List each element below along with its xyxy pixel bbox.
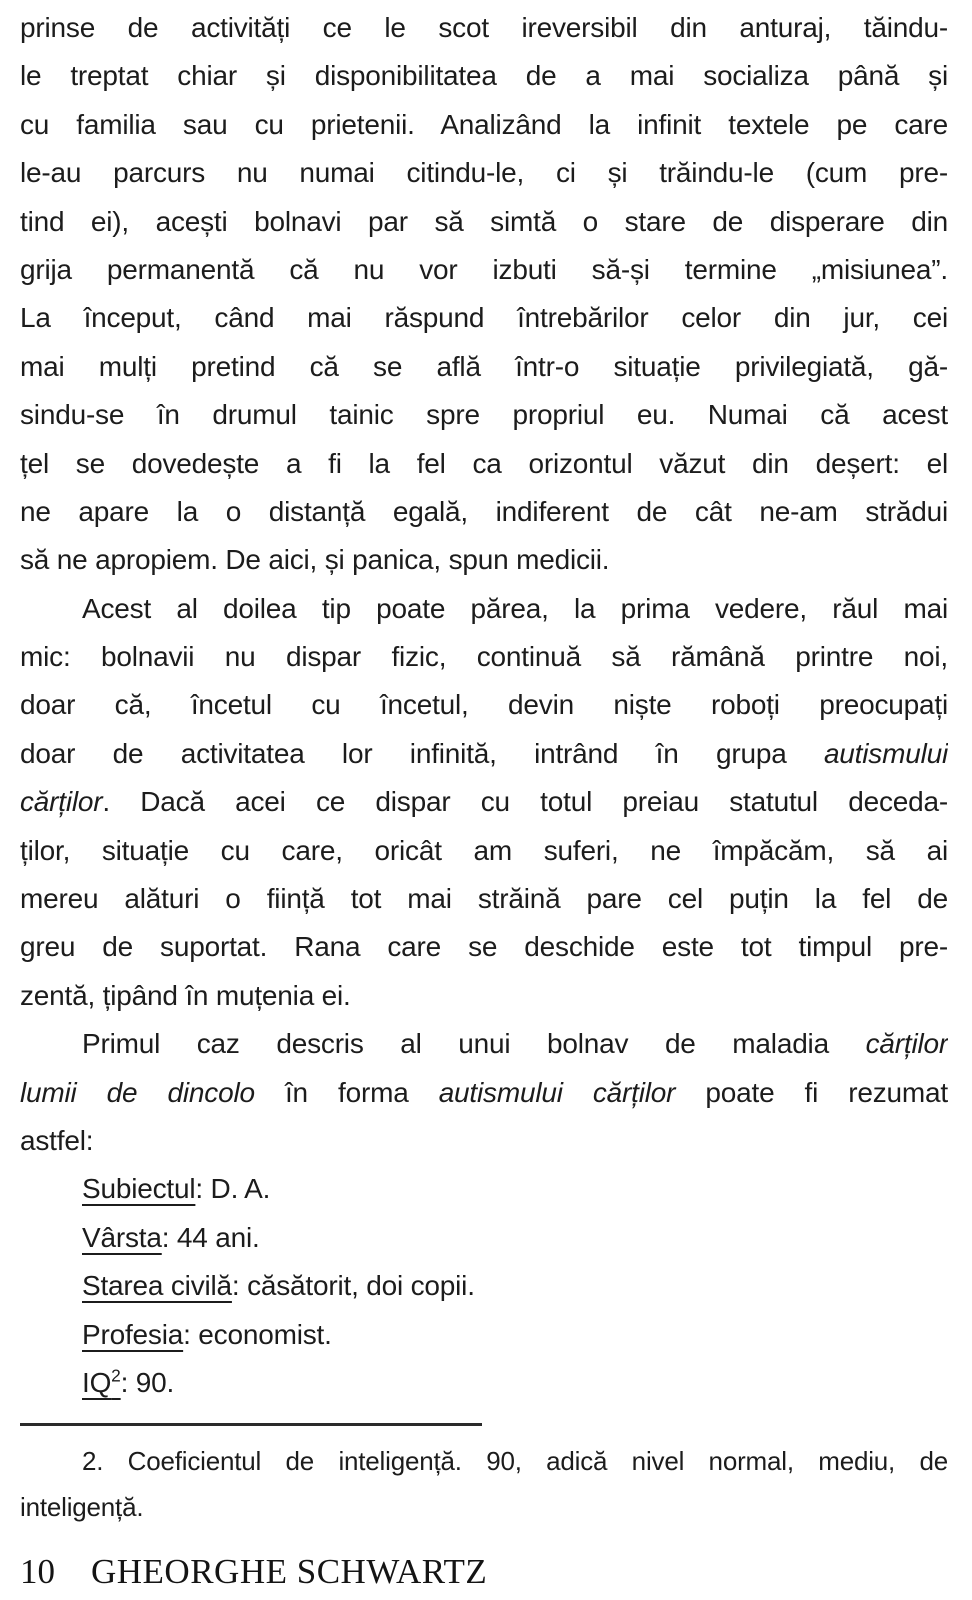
paragraph-1-line-7: La început, când mai răspund întrebărilor celor din jur, cei [20, 302, 948, 334]
underlined-term: Profesia [82, 1318, 184, 1350]
paragraph-1-line-4: le-au parcurs nu numai citindu-le, ci și trăindu-le (cum pre- [20, 157, 948, 189]
paragraph-1-line-8: mai mulți pretind că se află într-o situație privilegiată, gă- [20, 350, 948, 382]
paragraph-1-line-6: grija permanentă că nu vor izbuti să-și termine „misiunea”. [20, 253, 948, 285]
paragraph-3-line-2: lumii de dincolo în forma autismului cărților poate fi rezumat [20, 1076, 948, 1108]
paragraph-1-line-10: țel se dovedește a fi la fel ca orizontul văzut din deșert: el [20, 447, 948, 479]
paragraph-2-line-7: mereu alături o ființă tot mai străină pare cel puțin la fel de [20, 883, 948, 915]
paragraph-2-line-3: doar că, încetul cu încetul, devin niște roboți preocupați [20, 689, 948, 721]
running-footer-author: GHEORGHE SCHWARTZ [91, 1552, 488, 1592]
case-summary-line-5: $IQ^2$: 90. [82, 1365, 175, 1398]
page-footer [20, 1552, 948, 1592]
case-summary-line-4: Profesia: economist. [82, 1318, 332, 1350]
paragraph-1-line-12: să ne apropiem. De aici, și panica, spun medicii. [20, 544, 610, 576]
paragraph-2-line-5: cărților. Dacă acei ce dispar cu totul preiau statutul deceda- [20, 786, 948, 818]
paragraph-2-line-6: ților, situație cu care, oricât am suferi, ne împăcăm, să ai [20, 834, 948, 866]
page-number: 10 [20, 1552, 55, 1592]
paragraph-3-line-3: astfel: [20, 1124, 94, 1156]
paragraph-2-line-8: greu de suportat. Rana care se deschide este tot timpul pre- [20, 931, 948, 963]
footnote-line-1: 2. Coeficientul de inteligență. 90, adică nivel normal, mediu, de [82, 1446, 948, 1477]
underlined-term: Vârsta [82, 1221, 162, 1253]
underlined-term: Subiectul [82, 1173, 196, 1205]
footnote-separator [20, 1423, 482, 1426]
paragraph-3-line-1: Primul caz descris al unui bolnav de maladia cărților [82, 1028, 948, 1060]
underlined-term: Starea civilă [82, 1270, 232, 1302]
paragraph-2-line-9: zentă, țipând în muțenia ei. [20, 979, 351, 1011]
footnote [20, 1438, 948, 1530]
paragraph-1-line-3: cu familia sau cu prietenii. Analizând la infinit textele pe care [20, 108, 948, 140]
paragraph-1-line-1: prinse de activități ce le scot ireversibil din anturaj, tăindu- [20, 12, 948, 43]
paragraph-2-line-1: Acest al doilea tip poate părea, la prima vedere, răul mai [82, 592, 948, 624]
paragraph-1-line-2: le treptat chiar și disponibilitatea de a mai socializa până și [20, 60, 948, 92]
paragraph-1-line-11: ne apare la o distanță egală, indiferent de cât ne-am strădui [20, 495, 948, 527]
paragraph-1-line-9: sindu-se în drumul tainic spre propriul eu. Numai că acest [20, 399, 948, 431]
underlined-term: $IQ^2$ [82, 1365, 121, 1398]
case-summary-line-1: Subiectul: D. A. [82, 1173, 271, 1205]
paragraph-2-line-4: doar de activitatea lor infinită, intrând în grupa autismului [20, 737, 948, 769]
footnote-line-2: inteligență. [20, 1492, 144, 1523]
case-summary-line-3: Starea civilă: căsătorit, doi copii. [82, 1270, 475, 1302]
paragraph-2-line-2: mic: bolnavii nu dispar fizic, continuă să rămână printre noi, [20, 641, 948, 673]
text-block [20, 4, 948, 1407]
paragraph-1-line-5: tind ei), acești bolnavi par să simtă o stare de disperare din [20, 205, 948, 237]
case-summary-line-2: Vârsta: 44 ani. [82, 1221, 260, 1253]
